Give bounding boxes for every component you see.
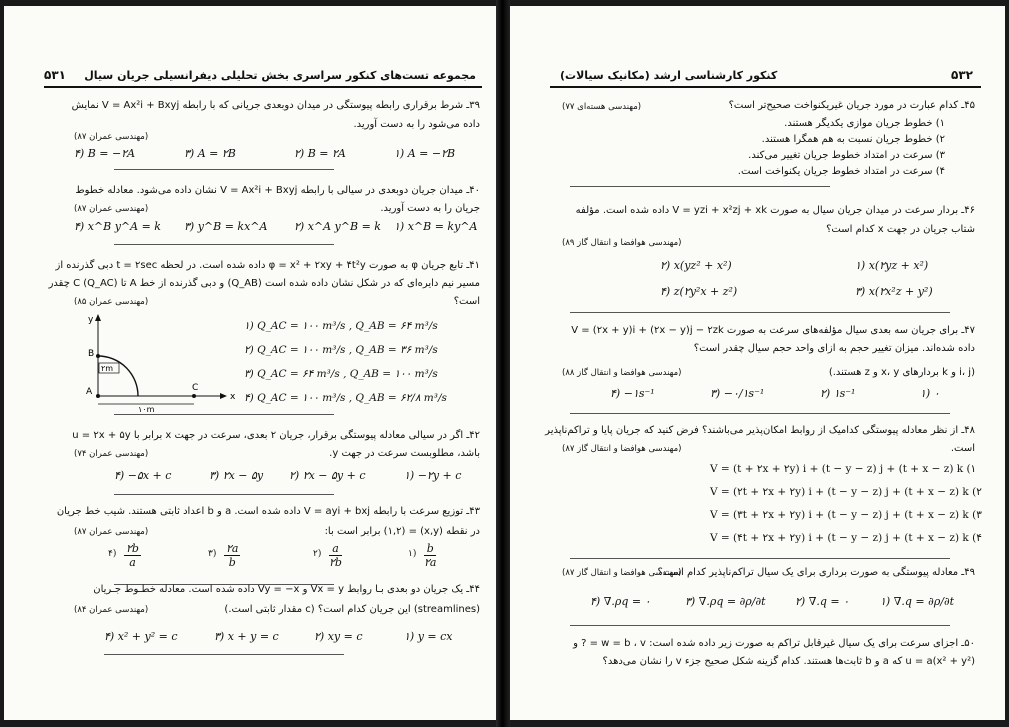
- option: ۱) −۲y + c: [404, 469, 462, 482]
- option: ۱) Q_AC = ۱۰۰ m³/s , Q_AB = ۶۴ m³/s: [244, 320, 438, 332]
- question-43-source: (مهندسی عمران ۸۷): [74, 527, 149, 537]
- question-41-source: (مهندسی عمران ۸۵): [74, 297, 149, 307]
- question-40-source: (مهندسی عمران ۸۷): [74, 204, 149, 214]
- question-40-options: [74, 220, 478, 234]
- point-b-label: B: [88, 349, 95, 359]
- question-49-source: (مهندسی هوافضا و انتقال گاز ۸۷): [562, 568, 682, 578]
- option: ۳) x + y = c: [214, 630, 279, 643]
- option: ۲) xy = c: [314, 630, 363, 643]
- question-50-text: ۵۰ـ اجزای سرعت برای یک سیال غیرقابل تراکم به صورت زیر داده شده است: w = b ، v = ? و: [573, 638, 975, 649]
- question-40-text: ۴۰ـ میدان جریان دوبعدی در سیالی با رابطه V = Ax²i + Bxyj نشان داده می‌شود. معادله خطوط: [75, 185, 480, 196]
- question-50-text-2: u = a(x² + y²) که a و b ثابت‌ها هستند. کدام گزینه شکل صحیح جزء v را نشان می‌دهد؟: [602, 656, 975, 667]
- option: a ۲b ۲): [313, 542, 342, 569]
- option: V = (۳t + ۲x + ۲y) i + (t − y − z) j + (t + x − z) k (۳: [710, 509, 982, 521]
- book-spine: [496, 0, 510, 727]
- option: ۳) ۲x − ۵y: [209, 469, 264, 482]
- divider: [114, 244, 334, 245]
- question-39-source: (مهندسی عمران ۸۷): [74, 132, 149, 142]
- question-46-source: (مهندسی هوافضا و انتقال گاز ۸۹): [562, 238, 682, 248]
- question-42-options: [114, 469, 484, 483]
- option: ۴) B = −۲A: [74, 147, 136, 160]
- divider: [104, 654, 344, 655]
- option: V = (t + ۲x + ۲y) i + (t − y − z) j + (t + x − z) k (۱: [710, 463, 977, 475]
- question-47-text: ۴۷ـ برای جریان سه بعدی سیال مؤلفه‌های سرعت به صورت V = (۲x + y)i + (۲x − y)j − ۲zk: [571, 325, 975, 336]
- left-page: [4, 6, 496, 720]
- option: ۱) A = −۲B: [394, 147, 456, 160]
- question-45-source: (مهندسی هسته‌ای ۷۷): [562, 102, 642, 112]
- question-47-note: (i، j و k بردارهای x، y و z هستند.): [828, 367, 975, 378]
- option: ۴) x² + y² = c: [104, 630, 178, 643]
- option: V = (۴t + ۲x + ۲y) i + (t − y − z) j + (t + x − z) k (۴: [710, 532, 982, 544]
- option: ۳) ∇.ρq = ∂ρ/∂t: [685, 595, 766, 608]
- option: ۴) −۵x + c: [114, 469, 172, 482]
- option: ۲a b ۳): [208, 542, 239, 569]
- question-49-options: [590, 595, 980, 609]
- radius-label: ۲m: [101, 364, 114, 373]
- question-40-text-2: جریان را به دست آورید.: [380, 203, 480, 214]
- option: ۴) z(۲y²x + z²): [660, 285, 738, 298]
- question-43-text-2: در نقطه (x,y) = (۱,۲) برابر است با:: [324, 526, 480, 537]
- x-axis-label: x: [230, 392, 236, 402]
- divider: [570, 625, 950, 626]
- divider: [570, 186, 830, 187]
- option: ۴) سرعت در امتداد خطوط جریان یکنواخت است.: [737, 166, 945, 177]
- page-number: ۵۳۱: [44, 68, 66, 82]
- question-39-text: ۳۹ـ شرط برقراری رابطه پیوستگی در میدان دوبعدی جریانی که با رابطه V = Ax²i + Bxyj نمایش: [71, 100, 480, 111]
- divider: [570, 312, 950, 313]
- point-c-label: C: [192, 383, 199, 393]
- length-label: ۱۰m: [138, 405, 155, 412]
- page-title: مجموعه تست‌های کنکور سراسری بخش تحلیلی دیفرانسیلی جریان سیال: [84, 69, 476, 82]
- question-44-options: [104, 630, 484, 644]
- right-page-header: [550, 66, 981, 88]
- point-a-label: A: [86, 387, 93, 397]
- question-43-options: [108, 542, 474, 576]
- option: V = (۲t + ۲x + ۲y) i + (t − y − z) j + (t + x − z) k (۲: [710, 486, 982, 498]
- question-47-source: (مهندسی هوافضا و انتقال گاز ۸۸): [562, 368, 682, 378]
- question-44-source: (مهندسی عمران ۸۴): [74, 605, 149, 615]
- divider: [570, 558, 950, 559]
- option: ۱) خطوط جریان موازی یکدیگر هستند.: [784, 118, 945, 129]
- option: ۳) y^B = kx^A: [184, 220, 268, 233]
- option: ۲) ۱s⁻¹: [820, 387, 856, 400]
- question-41-text: ۴۱ـ تابع جریان φ به صورت φ = x² + ۲xy + ۴t²y داده شده است. در لحظه t = ۲sec دبی گذرنده از: [55, 260, 480, 271]
- option: ۴) x^B y^A = k: [74, 220, 161, 233]
- question-45-text: ۴۵ـ کدام عبارت در مورد جریان غیریکنواخت صحیح‌تر است؟: [728, 100, 975, 111]
- option: b ۲a ۱): [408, 542, 437, 569]
- option: ۳) Q_AC = ۶۴ m³/s , Q_AB = ۱۰۰ m³/s: [244, 368, 438, 380]
- option: ۲) x^A y^B = k: [294, 220, 381, 233]
- question-45-options: [738, 116, 945, 180]
- question-39-text-2: داده می‌شود را به دست آورید.: [353, 119, 480, 130]
- question-42-source: (مهندسی عمران ۷۴): [74, 449, 149, 459]
- option: ۱) y = cx: [404, 630, 453, 643]
- option: ۱) x^B = ky^A: [394, 220, 478, 233]
- question-39-options: [74, 147, 474, 161]
- y-axis-label: y: [88, 315, 94, 325]
- question-46-text-2: شتاب جریان در جهت x کدام است؟: [826, 224, 975, 235]
- question-41-figure: [74, 312, 244, 412]
- option: ۴) −۱s⁻¹: [610, 387, 655, 400]
- page-title: کنکور کارشناسی ارشد (مکانیک سیالات): [560, 69, 778, 82]
- option: ۲) Q_AC = ۱۰۰ m³/s , Q_AB = ۳۶ m³/s: [244, 344, 438, 356]
- question-48-text: ۴۸ـ از نظر معادله پیوستگی کدامیک از روابط امکان‌پذیر می‌باشند؟ فرض کنید که جریان پایا و تراکم‌ناپذیر: [545, 425, 975, 436]
- question-47-options: [610, 387, 980, 401]
- option: ۴) Q_AC = ۱۰۰ m³/s , Q_AB = ۶۲/۸ m³/s: [244, 392, 447, 404]
- divider: [114, 414, 334, 415]
- question-41-options: [244, 314, 489, 410]
- question-48-options: [710, 458, 982, 550]
- divider: [570, 413, 950, 414]
- option: ۲) خطوط جریان نسبت به هم همگرا هستند.: [761, 134, 945, 145]
- option: ۲) ۲x − ۵y + c: [289, 469, 366, 482]
- question-48-text-2: است.: [950, 443, 975, 454]
- question-49-text: ۴۹ـ معادله پیوستگی به صورت برداری برای یک سیال تراکم‌ناپذیر کدام است؟: [657, 567, 975, 578]
- question-44-text-2: (streamlines) این جریان کدام است؟ (c مقدار ثابتی است.): [224, 604, 480, 615]
- question-47-text-2: داده شده‌اند. میزان تغییر حجم به ازای واحد حجم سیال چقدر است؟: [693, 343, 975, 354]
- option: ۲) x(yz² + x²): [660, 259, 732, 272]
- divider: [114, 494, 334, 495]
- option: ۱) ۰: [920, 387, 940, 400]
- question-46-options: [660, 259, 960, 299]
- option: ۳) x(۲x²z + y²): [855, 285, 933, 298]
- option: ۴) ∇.ρq = ۰: [590, 595, 651, 608]
- option: ۱) ∇.q = ∂ρ/∂t: [880, 595, 955, 608]
- option: ۳) −۰/۱s⁻¹: [710, 387, 765, 400]
- question-41-text-3: است؟: [453, 296, 480, 307]
- divider: [114, 169, 334, 170]
- option: ۲b a ۴): [108, 542, 139, 569]
- question-42-text: ۴۲ـ اگر در سیالی معادله پیوستگی برقرار، جریان ۲ بعدی، سرعت در جهت x برابر با u = ۲x + ۵y: [72, 430, 480, 441]
- option: ۱) x(۲yz + x²): [855, 259, 929, 272]
- option: ۳) A = ۲B: [184, 147, 236, 160]
- question-44-text: ۴۴ـ یک جریان دو بعدی بـا روابط Vx = y و Vy = −x داده شده است. معادله خطـوط جـریان: [93, 584, 480, 595]
- question-43-text: ۴۳ـ توزیع سرعت با رابطه V = ayi + bxj داده شده است. a و b اعداد ثابتی هستند. شیب خط جریان: [56, 506, 480, 517]
- question-48-source: (مهندسی هوافضا و انتقال گاز ۸۷): [562, 444, 682, 454]
- right-page: [510, 6, 1005, 720]
- option: ۳) سرعت در امتداد خطوط جریان تغییر می‌کند.: [748, 150, 945, 161]
- left-page-header: [44, 66, 482, 88]
- option: ۲) B = ۲A: [294, 147, 346, 160]
- question-42-text-2: باشد، مطلوبست سرعت در جهت y.: [329, 448, 480, 459]
- question-46-text: ۴۶ـ بردار سرعت در میدان جریان سیال به صورت V = yzi + x²zj + xk داده شده است. مؤلفه: [575, 205, 975, 216]
- page-number: ۵۳۲: [951, 68, 973, 82]
- option: ۲) ∇.q = ۰: [795, 595, 850, 608]
- question-41-text-2: مسیر نیم دایره‌ای که در شکل نشان داده شده است (Q_AB) و دبی گذرنده از خط A تا C (Q_AC) چقدر: [48, 278, 480, 289]
